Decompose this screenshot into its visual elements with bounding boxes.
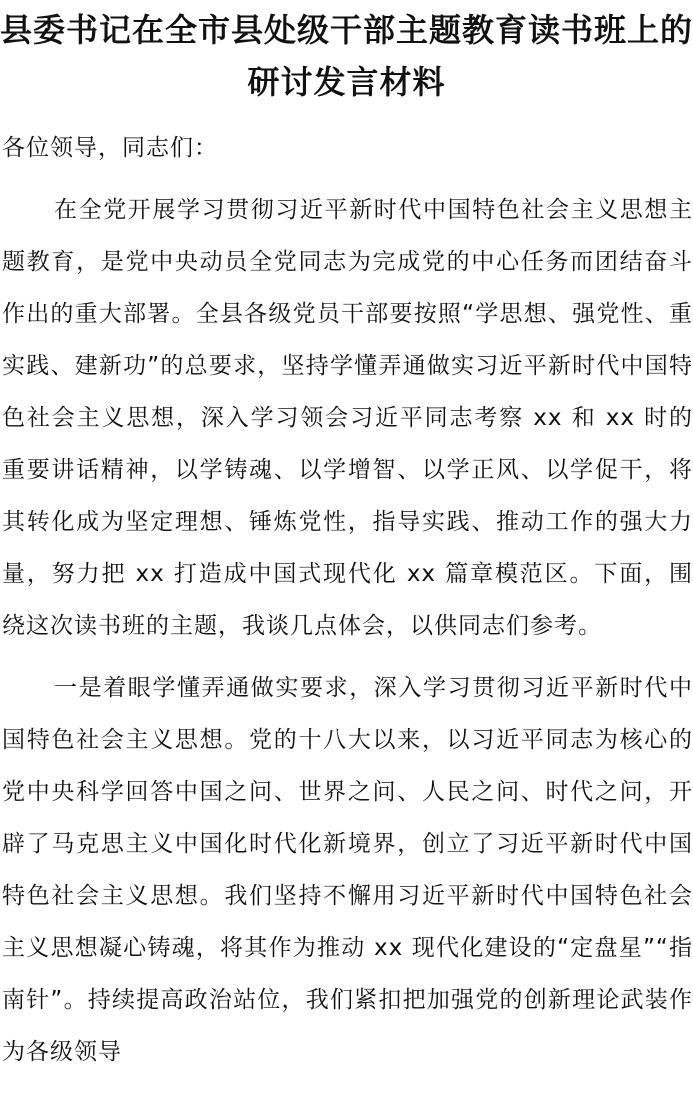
paragraph-point-one: 一是着眼学懂弄通做实要求，深入学习贯彻习近平新时代中国特色社会主义思想。党的十八大以来，以习近平同志为核心的党中央科学回答中国之问、世界之问、人民之问、时代之问，开辟了马克思主义中国化时代化新境界，创立了习近平新时代中国特色社会主义思想。我们坚持不懈用习近平新时代中国特色社会主义思想凝心铸魂，将其作为推动 xx 现代化建设的“定盘星”“指南针”。持续提高政治站位，我们紧扣把加强党的创新理论武装作为各级领导 (2, 675, 693, 1065)
document-title: 县委书记在全市县处级干部主题教育读书班上的研讨发言材料 (0, 11, 693, 101)
paragraph-intro: 在全党开展学习贯彻习近平新时代中国特色社会主义思想主题教育，是党中央动员全党同志为完成党的中心任务而团结奋斗作出的重大部署。全县各级党员干部要按照“学思想、强党性、重实践、建新功”的总要求，坚持学懂弄通做实习近平新时代中国特色社会主义思想，深入学习领会习近平同志考察 xx 和 xx 时的重要讲话精神，以学铸魂、以学增智、以学正风、以学促干，将其转化成为坚定理想、锤炼党性，指导实践、推动工作的强大力量，努力把 xx 打造成中国式现代化 xx 篇章模范区。下面，围绕这次读书班的主题，我谈几点体会，以供同志们参考。 (2, 197, 693, 639)
greeting: 各位领导，同志们： (2, 135, 218, 161)
